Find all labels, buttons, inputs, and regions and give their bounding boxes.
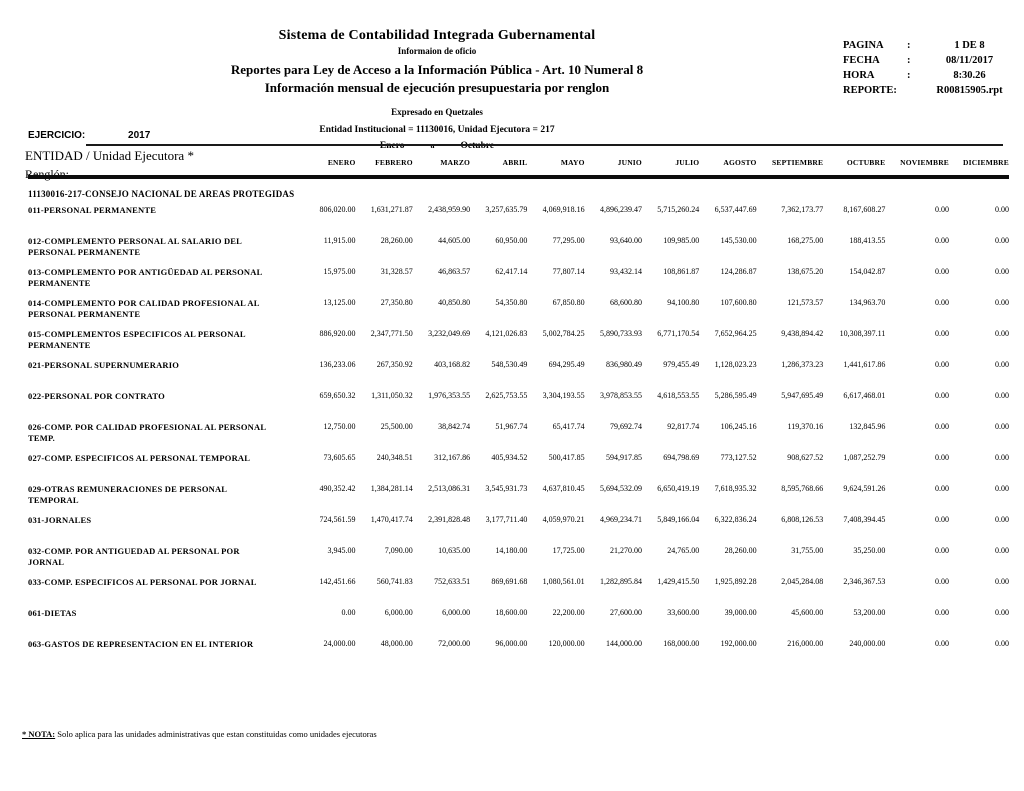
table-row: [28, 298, 1009, 329]
cell-value: 694,798.69: [663, 453, 700, 462]
cell-value: 145,530.00: [720, 236, 757, 245]
cell-value: 9,624,591.26: [843, 484, 886, 493]
cell-value: 7,408,394.45: [843, 515, 886, 524]
cell-value: 1,441,617.86: [843, 360, 886, 369]
meta-reporte: [843, 83, 1018, 98]
cell-value: 53,200.00: [853, 608, 886, 617]
row-label: 022-PERSONAL POR CONTRATO: [28, 391, 165, 401]
cell-value: 3,978,853.55: [599, 391, 642, 400]
cell-value: 12,750.00: [323, 422, 356, 431]
cell-value: 1,128,023.23: [714, 360, 757, 369]
row-label: 032-COMP. POR ANTIGUEDAD AL PERSONAL POR JORNAL: [28, 546, 240, 567]
cell-value: 38,842.74: [438, 422, 471, 431]
column-header-octubre: OCTUBRE: [846, 158, 886, 167]
cell-value: 0.00: [995, 205, 1009, 214]
cell-value: 0.00: [995, 453, 1009, 462]
pagina-label: PAGINA: [843, 40, 884, 51]
page-meta: [843, 38, 1018, 98]
table-row: [28, 608, 1009, 639]
cell-value: 8,167,608.27: [843, 205, 886, 214]
table-row: [28, 484, 1009, 515]
fecha-colon: :: [907, 55, 911, 66]
column-header-mayo: MAYO: [560, 158, 585, 167]
cell-value: 0.00: [995, 236, 1009, 245]
cell-value: 1,631,271.87: [370, 205, 413, 214]
cell-value: 594,917.85: [605, 453, 642, 462]
cell-value: 0.00: [935, 267, 950, 276]
cell-value: 2,513,086.31: [428, 484, 471, 493]
cell-value: 28,260.00: [380, 236, 413, 245]
table-row: [28, 267, 1009, 298]
cell-value: 67,850.80: [552, 298, 585, 307]
cell-value: 27,600.00: [609, 608, 642, 617]
cell-value: 3,257,635.79: [485, 205, 528, 214]
cell-value: 9,438,894.42: [781, 329, 824, 338]
cell-value: 31,755.00: [791, 546, 824, 555]
cell-value: 72,000.00: [438, 639, 471, 648]
row-label: 029-OTRAS REMUNERACIONES DE PERSONAL TEMPORAL: [28, 484, 227, 505]
cell-value: 0.00: [935, 298, 950, 307]
cell-value: 0.00: [341, 608, 356, 617]
cell-value: 886,920.00: [319, 329, 356, 338]
column-header-noviembre: NOVIEMBRE: [900, 158, 950, 167]
cell-value: 752,633.51: [434, 577, 471, 586]
cell-value: 0.00: [995, 267, 1009, 276]
row-label: 063-GASTOS DE REPRESENTACION EN EL INTERIOR: [28, 639, 254, 649]
column-header-abril: ABRIL: [502, 158, 528, 167]
cell-value: 39,000.00: [724, 608, 757, 617]
cell-value: 28,260.00: [724, 546, 757, 555]
reporte-value: R00815905.rpt: [936, 85, 1003, 96]
table-row: [28, 577, 1009, 608]
currency-note: Expresado en Quetzales: [391, 107, 483, 117]
footnote-text: Solo aplica para las unidades administrativas que estan constituidas como unidades ejecutoras: [55, 729, 377, 739]
cell-value: 490,352.42: [319, 484, 356, 493]
cell-value: 3,232,049.69: [428, 329, 471, 338]
cell-value: 4,637,810.45: [542, 484, 585, 493]
cell-value: 2,347,771.50: [370, 329, 413, 338]
cell-value: 0.00: [995, 298, 1009, 307]
cell-value: 144,000.00: [605, 639, 642, 648]
cell-value: 7,618,935.32: [714, 484, 757, 493]
cell-value: 0.00: [935, 391, 950, 400]
cell-value: 94,100.80: [667, 298, 700, 307]
section-row: [28, 189, 1009, 205]
cell-value: 25,500.00: [380, 422, 413, 431]
cell-value: 46,863.57: [438, 267, 471, 276]
table-body: [28, 189, 1009, 670]
cell-value: 21,270.00: [609, 546, 642, 555]
cell-value: 0.00: [935, 484, 950, 493]
horizontal-rule: [86, 144, 1003, 146]
column-header-febrero: FEBRERO: [375, 158, 413, 167]
row-label: 013-COMPLEMENTO POR ANTIGÜEDAD AL PERSONAL PERMANENTE: [28, 267, 262, 288]
period-separator: a: [430, 141, 435, 150]
cell-value: 0.00: [935, 515, 950, 524]
report-title: Sistema de Contabilidad Integrada Gubernamental: [278, 28, 596, 43]
cell-value: 7,362,173.77: [781, 205, 824, 214]
cell-value: 119,370.16: [787, 422, 824, 431]
cell-value: 267,350.92: [376, 360, 413, 369]
cell-value: 694,295.49: [548, 360, 585, 369]
column-header-marzo: MARZO: [440, 158, 471, 167]
meta-hora: [843, 68, 1018, 83]
table-row: [28, 546, 1009, 577]
meta-fecha: [843, 53, 1018, 68]
table-row: [28, 236, 1009, 267]
cell-value: 5,286,595.49: [714, 391, 757, 400]
cell-value: 0.00: [995, 515, 1009, 524]
footnote: [22, 729, 377, 739]
cell-value: 5,715,260.24: [657, 205, 700, 214]
cell-value: 24,000.00: [323, 639, 356, 648]
hora-value: 8:30.26: [953, 70, 986, 81]
column-header-enero: ENERO: [327, 158, 356, 167]
cell-value: 109,985.00: [663, 236, 700, 245]
cell-value: 4,896,239.47: [599, 205, 642, 214]
cell-value: 136,233.06: [319, 360, 356, 369]
report-header: [137, 28, 737, 151]
cell-value: 27,350.80: [380, 298, 413, 307]
section-title: 11130016-217-CONSEJO NACIONAL DE AREAS PROTEGIDAS: [28, 189, 295, 199]
table-row: [28, 453, 1009, 484]
cell-value: 73,605.65: [323, 453, 356, 462]
cell-value: 4,618,553.55: [657, 391, 700, 400]
cell-value: 0.00: [935, 205, 950, 214]
cell-value: 0.00: [935, 236, 950, 245]
cell-value: 0.00: [935, 577, 950, 586]
cell-value: 0.00: [935, 453, 950, 462]
cell-value: 31,328.57: [380, 267, 413, 276]
cell-value: 403,168.82: [434, 360, 471, 369]
row-label: 012-COMPLEMENTO PERSONAL AL SALARIO DEL PERSONAL PERMANENTE: [28, 236, 242, 257]
cell-value: 6,650,419.19: [657, 484, 700, 493]
cell-value: 7,090.00: [384, 546, 413, 555]
pagina-colon: :: [907, 40, 911, 51]
cell-value: 0.00: [995, 546, 1009, 555]
cell-value: 806,020.00: [319, 205, 356, 214]
cell-value: 154,042.87: [849, 267, 886, 276]
row-label: 027-COMP. ESPECIFICOS AL PERSONAL TEMPORAL: [28, 453, 251, 463]
cell-value: 6,808,126.53: [781, 515, 824, 524]
cell-value: 2,438,959.90: [428, 205, 471, 214]
cell-value: 54,350.80: [495, 298, 528, 307]
hora-label: HORA: [843, 70, 875, 81]
cell-value: 33,600.00: [667, 608, 700, 617]
cell-value: 107,600.80: [720, 298, 757, 307]
row-label: 033-COMP. ESPECIFICOS AL PERSONAL POR JORNAL: [28, 577, 257, 587]
cell-value: 22,200.00: [552, 608, 585, 617]
ejercicio-value: 2017: [128, 130, 151, 141]
cell-value: 1,286,373.23: [781, 360, 824, 369]
cell-value: 1,282,895.84: [599, 577, 642, 586]
cell-value: 5,002,784.25: [542, 329, 585, 338]
cell-value: 3,545,931.73: [485, 484, 528, 493]
cell-value: 2,391,828.48: [428, 515, 471, 524]
cell-value: 836,980.49: [605, 360, 642, 369]
table-row: [28, 422, 1009, 453]
cell-value: 5,694,532.09: [599, 484, 642, 493]
cell-value: 869,691.68: [491, 577, 528, 586]
cell-value: 65,417.74: [552, 422, 585, 431]
cell-value: 51,967.74: [495, 422, 528, 431]
cell-value: 192,000.00: [720, 639, 757, 648]
cell-value: 120,000.00: [548, 639, 585, 648]
cell-value: 979,455.49: [663, 360, 700, 369]
cell-value: 0.00: [995, 639, 1009, 648]
cell-value: 93,640.00: [609, 236, 642, 245]
ejercicio-label: EJERCICIO:: [28, 130, 86, 141]
cell-value: 188,413.55: [849, 236, 886, 245]
cell-value: 5,890,733.93: [599, 329, 642, 338]
label-column-header: [28, 158, 306, 177]
cell-value: 216,000.00: [787, 639, 824, 648]
column-header-agosto: AGOSTO: [723, 158, 757, 167]
cell-value: 11,915.00: [323, 236, 356, 245]
report-subtitle3: Información mensual de ejecución presupuestaria por renglon: [264, 80, 610, 95]
cell-value: 3,177,711.40: [485, 515, 528, 524]
cell-value: 68,600.80: [609, 298, 642, 307]
cell-value: 6,322,836.24: [714, 515, 757, 524]
ejercicio-row: [28, 130, 150, 141]
row-label: 015-COMPLEMENTOS ESPECIFICOS AL PERSONAL PERMANENTE: [28, 329, 246, 350]
cell-value: 0.00: [995, 422, 1009, 431]
row-label: 026-COMP. POR CALIDAD PROFESIONAL AL PERSONAL TEMP.: [28, 422, 266, 443]
cell-value: 5,849,166.04: [657, 515, 700, 524]
cell-value: 6,617,468.01: [843, 391, 886, 400]
entity-line: Entidad Institucional = 11130016, Unidad Ejecutora = 217: [319, 125, 555, 135]
cell-value: 45,600.00: [791, 608, 824, 617]
cell-value: 48,000.00: [380, 639, 413, 648]
cell-value: 560,741.83: [376, 577, 413, 586]
cell-value: 0.00: [935, 422, 950, 431]
cell-value: 312,167.86: [434, 453, 471, 462]
row-label: 021-PERSONAL SUPERNUMERARIO: [28, 360, 180, 370]
meta-pagina: [843, 38, 1018, 53]
cell-value: 40,850.80: [438, 298, 471, 307]
row-label: 031-JORNALES: [28, 515, 92, 525]
cell-value: 93,432.14: [609, 267, 642, 276]
column-header-septiembre: SEPTIEMBRE: [772, 158, 824, 167]
cell-value: 92,817.74: [667, 422, 700, 431]
cell-value: 4,121,026.83: [485, 329, 528, 338]
cell-value: 0.00: [995, 329, 1009, 338]
hora-colon: :: [907, 70, 911, 81]
cell-value: 14,180.00: [495, 546, 528, 555]
period-to: Octubre: [460, 141, 495, 151]
row-label: 061-DIETAS: [28, 608, 77, 618]
cell-value: 0.00: [995, 391, 1009, 400]
months-header-row: [28, 158, 1009, 177]
cell-value: 6,000.00: [384, 608, 413, 617]
cell-value: 0.00: [935, 329, 950, 338]
fecha-label: FECHA: [843, 55, 880, 66]
cell-value: 10,308,397.11: [839, 329, 886, 338]
cell-value: 1,311,050.32: [371, 391, 413, 400]
table-row: [28, 391, 1009, 422]
table-row: [28, 639, 1009, 670]
cell-value: 1,080,561.01: [542, 577, 585, 586]
report-subtitle1: Informaion de oficio: [397, 46, 477, 56]
cell-value: 108,861.87: [663, 267, 700, 276]
cell-value: 2,625,753.55: [485, 391, 528, 400]
cell-value: 77,295.00: [552, 236, 585, 245]
cell-value: 132,845.96: [849, 422, 886, 431]
cell-value: 0.00: [935, 360, 950, 369]
cell-value: 10,635.00: [438, 546, 471, 555]
cell-value: 2,346,367.53: [843, 577, 886, 586]
cell-value: 0.00: [995, 608, 1009, 617]
reporte-label: REPORTE:: [843, 85, 897, 96]
fecha-value: 08/11/2017: [945, 55, 994, 66]
cell-value: 6,771,170.54: [657, 329, 700, 338]
cell-value: 8,595,768.66: [781, 484, 824, 493]
cell-value: 138,675.20: [787, 267, 824, 276]
column-header-junio: JUNIO: [617, 158, 642, 167]
pagina-value: 1 DE 8: [954, 40, 985, 51]
cell-value: 0.00: [995, 484, 1009, 493]
cell-value: 4,059,970.21: [542, 515, 585, 524]
cell-value: 0.00: [935, 546, 950, 555]
cell-value: 13,125.00: [323, 298, 356, 307]
entidad-label: ENTIDAD / Unidad Ejecutora *: [25, 148, 194, 163]
cell-value: 96,000.00: [495, 639, 528, 648]
cell-value: 124,286.87: [720, 267, 757, 276]
cell-value: 77,807.14: [552, 267, 585, 276]
cell-value: 548,530.49: [491, 360, 528, 369]
cell-value: 168,000.00: [663, 639, 700, 648]
cell-value: 6,000.00: [442, 608, 471, 617]
cell-value: 240,348.51: [376, 453, 413, 462]
cell-value: 106,245.16: [720, 422, 757, 431]
budget-table: [28, 158, 1009, 670]
table-row: [28, 205, 1009, 236]
cell-value: 1,925,892.28: [714, 577, 757, 586]
table-row: [28, 329, 1009, 360]
cell-value: 5,947,695.49: [781, 391, 824, 400]
cell-value: 500,417.85: [548, 453, 585, 462]
cell-value: 44,605.00: [438, 236, 471, 245]
cell-value: 3,945.00: [327, 546, 356, 555]
cell-value: 168,275.00: [787, 236, 824, 245]
footnote-prefix: * NOTA:: [22, 729, 56, 739]
period-range: [137, 141, 737, 151]
cell-value: 15,975.00: [323, 267, 356, 276]
renglon-label: Renglón:: [25, 167, 69, 181]
cell-value: 773,127.52: [720, 453, 757, 462]
cell-value: 121,573.57: [787, 298, 824, 307]
cell-value: 0.00: [935, 608, 950, 617]
cell-value: 1,470,417.74: [370, 515, 413, 524]
cell-value: 7,652,964.25: [714, 329, 757, 338]
row-label: 014-COMPLEMENTO POR CALIDAD PROFESIONAL AL PERSONAL PERMANENTE: [28, 298, 260, 319]
period-from: Enero: [379, 141, 405, 151]
cell-value: 908,627.52: [787, 453, 824, 462]
cell-value: 24,765.00: [667, 546, 700, 555]
cell-value: 1,087,252.79: [843, 453, 886, 462]
cell-value: 17,725.00: [552, 546, 585, 555]
row-label: 011-PERSONAL PERMANENTE: [28, 205, 157, 215]
cell-value: 3,304,193.55: [542, 391, 585, 400]
cell-value: 1,429,415.50: [657, 577, 700, 586]
cell-value: 0.00: [995, 577, 1009, 586]
cell-value: 659,650.32: [319, 391, 356, 400]
table-row: [28, 360, 1009, 391]
cell-value: 60,950.00: [495, 236, 528, 245]
column-header-julio: JULIO: [675, 158, 700, 167]
cell-value: 0.00: [935, 639, 950, 648]
cell-value: 4,969,234.71: [599, 515, 642, 524]
cell-value: 134,963.70: [849, 298, 886, 307]
cell-value: 4,069,918.16: [542, 205, 585, 214]
column-header-diciembre: DICIEMBRE: [963, 158, 1009, 167]
table-row: [28, 515, 1009, 546]
cell-value: 0.00: [995, 360, 1009, 369]
cell-value: 2,045,284.08: [781, 577, 824, 586]
cell-value: 1,976,353.55: [428, 391, 471, 400]
cell-value: 724,561.59: [319, 515, 356, 524]
header-thick-rule: [28, 177, 1009, 189]
cell-value: 142,451.66: [319, 577, 356, 586]
cell-value: 1,384,281.14: [370, 484, 413, 493]
cell-value: 18,600.00: [495, 608, 528, 617]
cell-value: 6,537,447.69: [714, 205, 757, 214]
report-subtitle2: Reportes para Ley de Acceso a la Información Pública - Art. 10 Numeral 8: [230, 62, 644, 77]
cell-value: 405,934.52: [491, 453, 528, 462]
cell-value: 240,000.00: [849, 639, 886, 648]
cell-value: 35,250.00: [853, 546, 886, 555]
cell-value: 62,417.14: [495, 267, 528, 276]
cell-value: 79,692.74: [609, 422, 642, 431]
